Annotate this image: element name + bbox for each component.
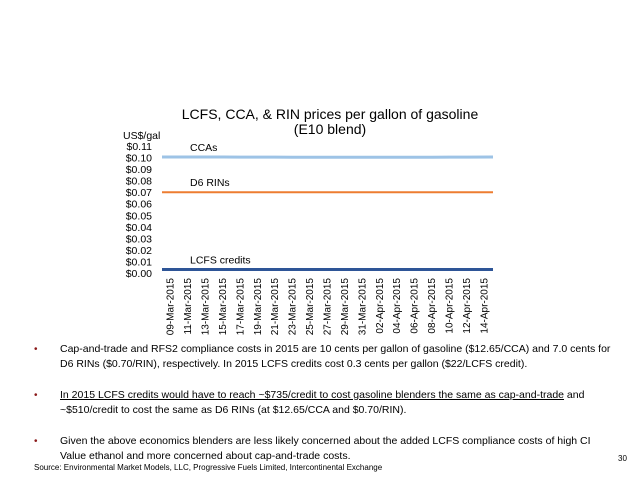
series-labels	[190, 142, 251, 267]
y-tick-label: $0.04	[125, 221, 152, 234]
x-tick-label: 13-Mar-2015	[200, 278, 212, 336]
y-tick-label: $0.02	[125, 244, 152, 257]
y-tick-label: $0.00	[125, 268, 152, 280]
bullet-marker: •	[34, 344, 38, 355]
y-tick-label: $0.06	[125, 198, 152, 211]
y-tick-label: $0.07	[125, 187, 152, 200]
y-tick-label: $0.03	[125, 233, 152, 246]
x-tick-label: 17-Mar-2015	[235, 278, 247, 336]
x-tick-label: 08-Apr-2015	[427, 278, 439, 334]
series-label: LCFS credits	[190, 254, 251, 267]
bullet-list	[34, 342, 614, 480]
x-tick-label: 19-Mar-2015	[252, 278, 264, 336]
series-group	[162, 157, 493, 270]
y-tick-label: $0.11	[126, 141, 152, 153]
chart-subtitle: (E10 blend)	[293, 121, 367, 137]
bullet-item-2	[34, 388, 614, 418]
bullet-text: Given the above economics blenders are less likely concerned about the added LCFS compliance costs of high CI Value ethanol and more concerned about cap-and-trade costs.	[60, 435, 591, 462]
y-tick-label: $0.08	[125, 175, 152, 188]
bullet-marker: •	[34, 436, 38, 447]
x-tick-label: 27-Mar-2015	[322, 278, 334, 336]
chart-title: LCFS, CCA, & RIN prices per gallon of gasoline	[181, 106, 479, 122]
x-tick-label: 10-Apr-2015	[444, 278, 456, 334]
x-tick-label: 31-Mar-2015	[357, 278, 369, 336]
y-tick-label: $0.05	[125, 210, 152, 223]
y-tick-label: $0.10	[125, 152, 152, 165]
x-tick-label: 23-Mar-2015	[287, 278, 299, 336]
series-label: CCAs	[190, 141, 218, 154]
bullet-text: and ~$510/credit to cost the same as D6 RINs (at $12.65/CCA and $0.70/RIN).	[60, 389, 585, 416]
x-tick-label: 02-Apr-2015	[374, 278, 386, 334]
source-note: Source: Environmental Market Models, LLC, Progressive Fuels Limited, Intercontinental Exchange	[34, 463, 383, 472]
x-tick-label: 15-Mar-2015	[217, 278, 229, 336]
y-tick-label: $0.01	[125, 256, 152, 269]
y-axis-ticks	[126, 141, 152, 280]
bullet-text: Cap-and-trade and RFS2 compliance costs in 2015 are 10 cents per gallon of gasoline ($12.65/CCA) and 7.0 cents for D6 RINs ($0.70/RIN), respectively. In 2015 LCFS credits cost 0.3 cents per gallon ($22/LCFS credit).	[60, 343, 611, 370]
x-tick-label: 04-Apr-2015	[392, 278, 404, 334]
x-tick-label: 09-Mar-2015	[165, 278, 177, 336]
y-tick-label: $0.09	[125, 164, 152, 177]
x-tick-label: 25-Mar-2015	[305, 278, 317, 336]
x-axis-ticks	[166, 278, 491, 336]
x-tick-label: 14-Apr-2015	[479, 277, 491, 334]
bullet-item-3	[34, 434, 614, 464]
bullet-marker: •	[34, 390, 38, 401]
bullet-item-1	[34, 342, 614, 372]
x-tick-label: 06-Apr-2015	[409, 278, 421, 334]
x-tick-label: 29-Mar-2015	[339, 278, 351, 336]
x-tick-label: 11-Mar-2015	[183, 278, 195, 335]
bullet-underlined-text: In 2015 LCFS credits would have to reach ~$735/credit to cost gasoline blenders the same as cap-and-trade	[60, 389, 565, 401]
page-number: 30	[618, 454, 627, 463]
y-axis-unit-label: US$/gal	[123, 130, 161, 142]
series-label: D6 RINs	[190, 177, 230, 190]
x-tick-label: 21-Mar-2015	[270, 278, 282, 336]
x-tick-label: 12-Apr-2015	[461, 278, 473, 334]
